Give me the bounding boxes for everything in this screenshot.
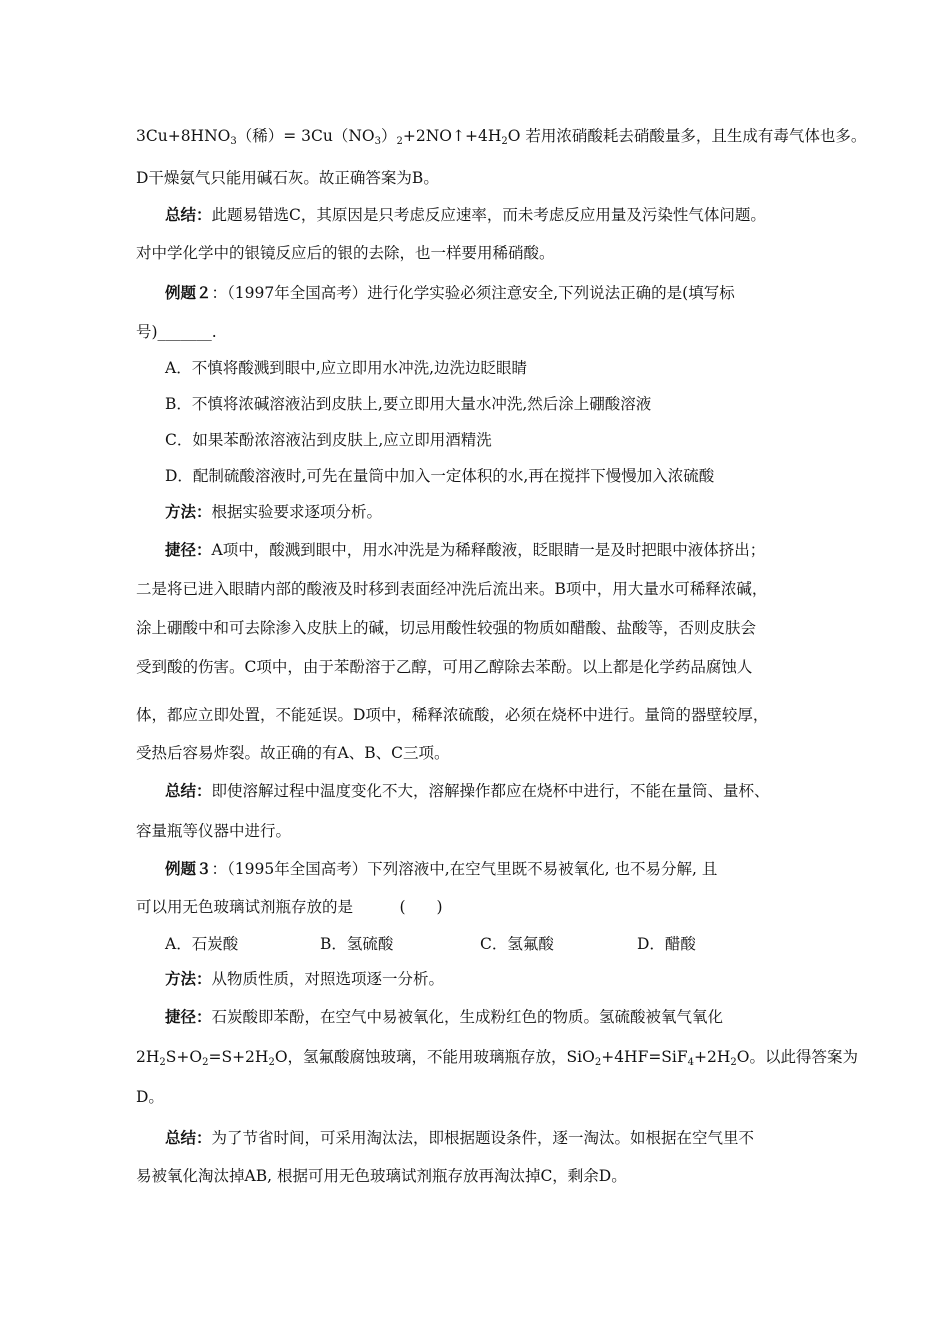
- subscript: 2: [501, 136, 508, 147]
- text: ）: [380, 127, 397, 145]
- summary-1: [165, 204, 766, 226]
- subscript: 2: [594, 1057, 602, 1068]
- summary-text: 即使溶解过程中温度变化不大，溶解操作都应在烧杯中进行，不能在量筒、量杯、: [211, 782, 770, 800]
- text: O。以此得答案为: [736, 1048, 858, 1066]
- path-2: [165, 539, 765, 561]
- option-c: C．氢氟酸: [480, 935, 554, 953]
- path-label: 捷径：: [165, 541, 212, 559]
- text: =S+2H: [208, 1048, 269, 1066]
- method-3: [165, 968, 444, 990]
- path-label: 捷径：: [165, 1008, 212, 1026]
- example-text: ：（1997年全国高考）进行化学实验必须注意安全,下列说法正确的是(填写标: [211, 284, 735, 302]
- example-2-heading: [165, 282, 735, 304]
- example-label: 例题３: [165, 860, 212, 878]
- text: O，氢氟酸腐蚀玻璃，不能用玻璃瓶存放，SiO: [274, 1048, 595, 1066]
- summary-label: 总结：: [165, 206, 212, 224]
- paragraph-line: 容量瓶等仪器中进行。: [136, 822, 292, 840]
- option-b: B．不慎将浓碱溶液沾到皮肤上,要立即用大量水冲洗,然后涂上硼酸溶液: [165, 395, 652, 413]
- text: 2H: [136, 1048, 160, 1066]
- method-2: [165, 501, 382, 523]
- text: +2NO↑+4H: [402, 127, 502, 145]
- paragraph-line: 受到酸的伤害。C项中，由于苯酚溶于乙醇，可用乙醇除去苯酚。以上都是化学药品腐蚀人: [136, 658, 753, 676]
- option-c: C．如果苯酚浓溶液沾到皮肤上,应立即用酒精洗: [165, 431, 492, 449]
- path-text: 石炭酸即苯酚，在空气中易被氧化，生成粉红色的物质。氢硫酸被氧气氧化: [211, 1008, 724, 1026]
- method-text: 根据实验要求逐项分析。: [211, 503, 383, 521]
- paragraph-line: D。: [136, 1088, 164, 1106]
- method-label: 方法：: [165, 970, 212, 988]
- text: S+O: [165, 1048, 203, 1066]
- summary-label: 总结：: [165, 782, 212, 800]
- subscript: 2: [159, 1057, 166, 1068]
- paragraph-line: D干燥氨气只能用碱石灰。故正确答案为B。: [136, 169, 439, 187]
- path-3: [165, 1006, 723, 1028]
- subscript: 3: [230, 136, 237, 147]
- subscript: 2: [396, 136, 403, 147]
- summary-text: 此题易错选C，其原因是只考虑反应速率，而未考虑反应用量及污染性气体问题。: [211, 206, 766, 224]
- option-d: D．配制硫酸溶液时,可先在量筒中加入一定体积的水,再在搅拌下慢慢加入浓硫酸: [165, 467, 715, 485]
- paragraph-line: 二是将已进入眼睛内部的酸液及时移到表面经冲洗后流出来。B项中，用大量水可稀释浓碱，: [136, 580, 768, 598]
- subscript: 2: [730, 1057, 737, 1068]
- paragraph-line: 可以用无色玻璃试剂瓶存放的是 ( ): [136, 898, 443, 916]
- text: 3Cu+8HNO: [136, 127, 231, 145]
- option-a: A．不慎将酸溅到眼中,应立即用水冲洗,边洗边眨眼睛: [165, 359, 528, 377]
- paragraph-line: 涂上硼酸中和可去除渗入皮肤上的碱，切忌用酸性较强的物质如醋酸、盐酸等，否则皮肤会: [136, 619, 757, 637]
- text: +4HF=SiF: [601, 1048, 688, 1066]
- subscript: 2: [268, 1057, 275, 1068]
- equation-line: [136, 125, 866, 147]
- paragraph-line: 受热后容易炸裂。故正确的有A、B、C三项。: [136, 744, 450, 762]
- subscript: 3: [374, 136, 381, 147]
- example-label: 例题２: [165, 284, 212, 302]
- paragraph-line: 号)_______.: [136, 323, 217, 341]
- summary-text: 为了节省时间，可采用淘汰法，即根据题设条件，逐一淘汰。如根据在空气里不: [211, 1129, 755, 1147]
- summary-2: [165, 780, 770, 802]
- option-d: D．醋酸: [637, 935, 696, 953]
- subscript: 4: [687, 1057, 695, 1068]
- paragraph-line: 体，都应立即处置，不能延误。D项中，稀释浓硫酸，必须在烧杯中进行。量筒的器壁较厚，: [136, 706, 769, 724]
- method-text: 从物质性质，对照选项逐一分析。: [211, 970, 445, 988]
- paragraph-line: 易被氧化淘汰掉AB, 根据可用无色玻璃试剂瓶存放再淘汰掉C，剩余D。: [136, 1167, 627, 1185]
- paragraph-line: 对中学化学中的银镜反应后的银的去除，也一样要用稀硝酸。: [136, 244, 555, 262]
- option-b: B．氢硫酸: [320, 935, 394, 953]
- text: O 若用浓硝酸耗去硝酸量多，且生成有毒气体也多。: [507, 127, 867, 145]
- summary-label: 总结：: [165, 1129, 212, 1147]
- example-3-options: [165, 933, 696, 955]
- equation-line: [136, 1046, 858, 1068]
- example-3-heading: [165, 858, 717, 880]
- text: （稀）= 3Cu（NO: [236, 127, 375, 145]
- example-text: ：（1995年全国高考）下列溶液中,在空气里既不易被氧化, 也不易分解, 且: [211, 860, 718, 878]
- path-text: A项中，酸溅到眼中，用水冲洗是为稀释酸液，眨眼睛一是及时把眼中液体挤出；: [211, 541, 766, 559]
- subscript: 2: [202, 1057, 209, 1068]
- summary-3: [165, 1127, 754, 1149]
- method-label: 方法：: [165, 503, 212, 521]
- text: +2H: [694, 1048, 731, 1066]
- option-a: A．石炭酸: [165, 935, 239, 953]
